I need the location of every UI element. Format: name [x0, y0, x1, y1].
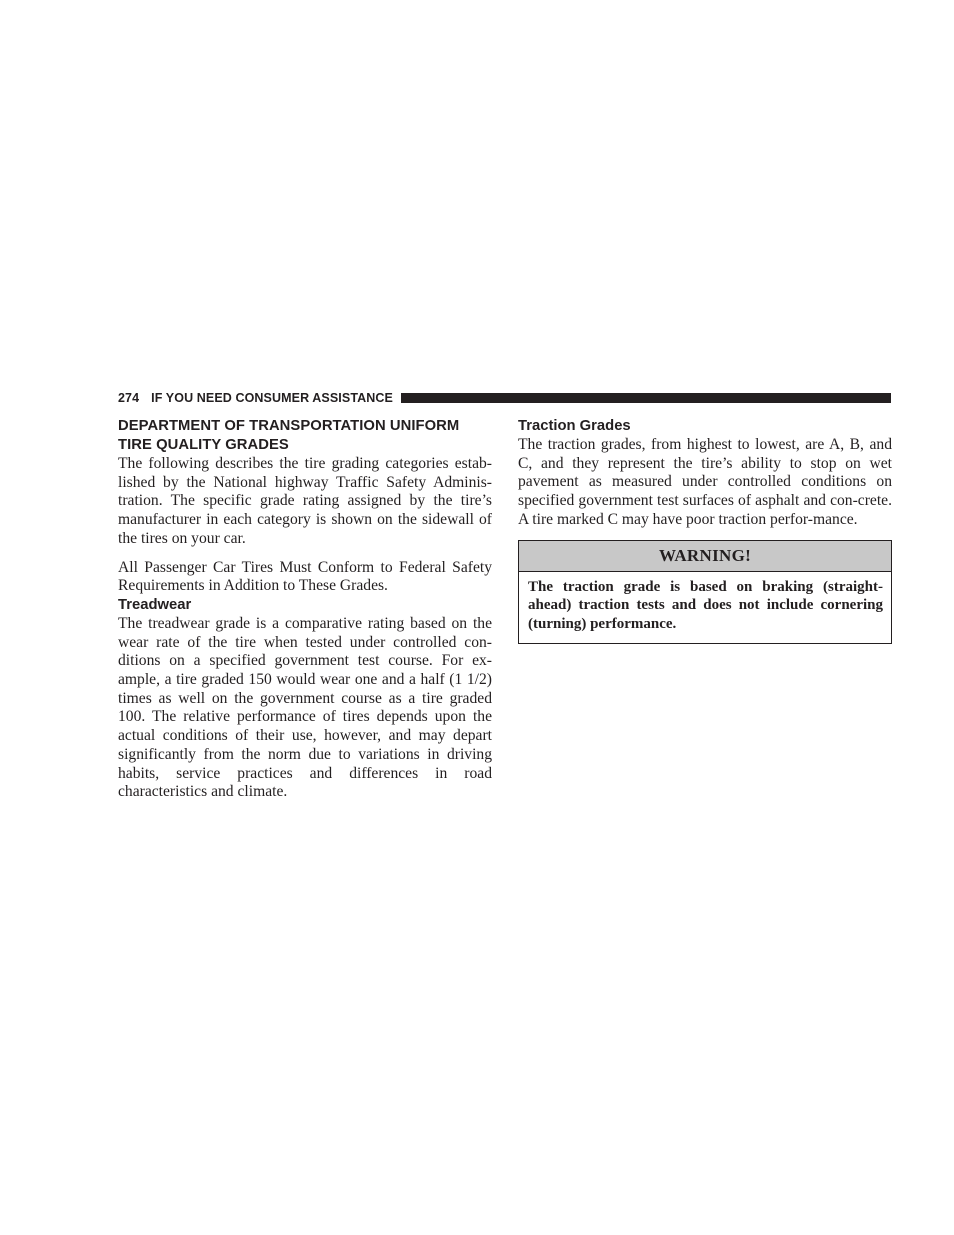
- traction-grades-heading: Traction Grades: [518, 418, 631, 434]
- conformance-paragraph: All Passenger Car Tires Must Conform to Federal Safety Requirements in Addition to These Grades.: [118, 558, 492, 595]
- header-rule: [401, 393, 891, 403]
- warning-box: [518, 540, 892, 644]
- left-column: [118, 417, 492, 802]
- warning-text: The traction grade is based on braking (straight-ahead) traction tests and does not include cornering (turning) performance.: [528, 578, 883, 632]
- treadwear-heading: Treadwear: [118, 596, 192, 613]
- right-column: [518, 417, 892, 644]
- page-header: [118, 390, 891, 405]
- page-number: 274: [118, 390, 140, 405]
- warning-title: WARNING!: [519, 541, 891, 572]
- traction-paragraph: The traction grades, from highest to lowest, are A, B, and C, and they represent the tire’s ability to stop on wet pavement as measured under controlled conditions on specified government test surfaces of asphalt and con-crete. A tire marked C may have poor traction perfor-mance.: [518, 436, 892, 528]
- section-title: IF YOU NEED CONSUMER ASSISTANCE: [151, 390, 393, 405]
- dot-tire-grades-heading: DEPARTMENT OF TRANSPORTATION UNIFORM TIRE QUALITY GRADES: [118, 418, 460, 453]
- treadwear-paragraph: The treadwear grade is a comparative rating based on the wear rate of the tire when tested under controlled con-ditions on a specified government test course. For ex-ample, a tire graded 150 would wear one and a half (1 1/2) times as well on the government course as a tire graded 100. The relative performance of tires depends upon the actual conditions of their use, however, and may depart significantly from the norm due to variations in driving habits, service practices and differences in road characteristics and climate.: [118, 614, 492, 801]
- intro-paragraph: The following describes the tire grading categories estab-lished by the National highway Traffic Safety Adminis-tration. The specific grade rating assigned by the tire’s manufacturer in each category is shown on the sidewall of the tires on your car.: [118, 455, 492, 547]
